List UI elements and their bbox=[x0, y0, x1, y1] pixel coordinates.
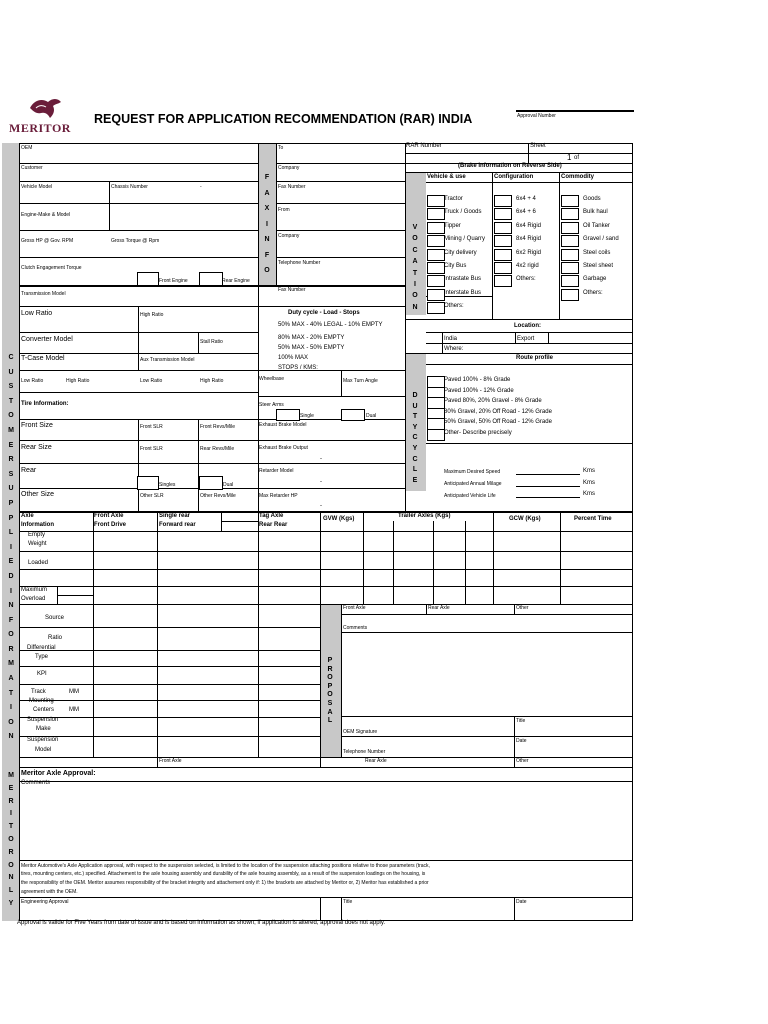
proposal-title-label: Title bbox=[516, 718, 526, 724]
duty-text-char: Y bbox=[412, 423, 418, 431]
low-ratio-label: Low Ratio bbox=[21, 310, 53, 317]
converter-model-label: Converter Model bbox=[21, 336, 73, 343]
vehicle-use-option-checkbox[interactable] bbox=[427, 289, 445, 301]
duty-text-char: Y bbox=[412, 444, 418, 452]
voc-text-char: V bbox=[412, 224, 418, 231]
empty-weight-label-1: Empty bbox=[28, 532, 46, 538]
duty-text-char: U bbox=[412, 402, 418, 410]
max-overload-label-1: Maximum bbox=[21, 587, 48, 593]
ratio-label: Ratio bbox=[48, 635, 63, 641]
cs-text-char: O bbox=[8, 718, 14, 726]
where-label: Where: bbox=[444, 346, 464, 352]
max-retarder-dash: - bbox=[320, 503, 322, 509]
percent-time-header: Percent Time bbox=[574, 516, 612, 522]
company-2-label: Company bbox=[278, 233, 300, 239]
other-revs-label: Other Revs/Mile bbox=[200, 493, 236, 499]
cs-text-char: D bbox=[8, 572, 14, 580]
cs-text-char: E bbox=[8, 441, 14, 449]
duty-text-char: D bbox=[412, 392, 418, 399]
disclaimer-line-2: tires, mounting centers, etc.) specified. Attachement to the axle housing assembly and durability of the axle housing assembly, as a result of the suspension loadings on the housing, is bbox=[21, 871, 426, 877]
route-option-label: 50% Gravel, 50% Off Road - 12% Grade bbox=[444, 419, 552, 426]
customer-supplied-label bbox=[6, 352, 16, 746]
clutch-label: Clutch Engagement Torque bbox=[21, 265, 82, 271]
singles-label: Singles bbox=[159, 482, 176, 488]
route-option-label: Other- Describe precisely bbox=[444, 430, 512, 436]
mo-text-char: O bbox=[8, 835, 14, 843]
wheelbase-label: Wheelbase bbox=[259, 376, 285, 382]
low-ratio-3-label: Low Ratio bbox=[140, 378, 163, 384]
commodity-option-label: Others: bbox=[583, 289, 603, 296]
axle-info-header-2: Information bbox=[21, 522, 54, 528]
vehicle-use-option-checkbox[interactable] bbox=[427, 262, 445, 274]
chassis-number-label: Chassis Number bbox=[111, 184, 148, 190]
gcw-header: GCW (Kgs) bbox=[509, 516, 541, 522]
proposal-label bbox=[325, 655, 335, 724]
loaded-label: Loaded bbox=[28, 560, 49, 566]
cs-text-char: U bbox=[8, 368, 14, 376]
cs-text-char: R bbox=[8, 456, 14, 464]
max-turn-label: Max Turn Angle bbox=[343, 378, 378, 384]
configuration-option-label: 6x2 Rigid bbox=[516, 249, 542, 256]
mo-text-char: O bbox=[8, 861, 14, 869]
cs-text-char: P bbox=[8, 514, 14, 522]
vehicle-use-option-checkbox[interactable] bbox=[427, 222, 445, 234]
mo-text-char: Y bbox=[8, 899, 14, 907]
tcase-model-label: T-Case Model bbox=[21, 355, 65, 362]
mo-text-char: T bbox=[8, 823, 14, 831]
vehicle-use-option-label: Interstate Bus bbox=[444, 289, 482, 296]
commodity-option-checkbox[interactable] bbox=[561, 235, 579, 247]
gross-torque-label: Gross Torque @ Rpm bbox=[111, 238, 160, 244]
front-size-label: Front Size bbox=[21, 422, 53, 429]
vehicle-use-option-checkbox[interactable] bbox=[427, 302, 445, 314]
vehicle-use-option-label: Tipper bbox=[444, 222, 461, 229]
vehicle-use-option-checkbox[interactable] bbox=[427, 275, 445, 287]
fax-text-char: A bbox=[264, 189, 270, 197]
export-option: Export bbox=[517, 336, 535, 342]
mounting-centers-label-1: Mounting bbox=[29, 698, 54, 704]
vehicle-use-option-checkbox[interactable] bbox=[427, 195, 445, 207]
suspension-model-label-2: Model bbox=[35, 747, 52, 753]
other-slr-label: Other SLR bbox=[140, 493, 164, 499]
approval-number-label: Approval Number bbox=[517, 113, 556, 119]
commodity-option-checkbox[interactable] bbox=[561, 208, 579, 220]
stall-ratio-label: Stall Ratio bbox=[200, 339, 223, 345]
brake-info-note: (Brake Information on Reverse Side) bbox=[458, 163, 562, 169]
vehicle-use-header: Vehicle & use bbox=[427, 174, 466, 180]
sheet-value: 1 bbox=[567, 153, 572, 162]
commodity-option-checkbox[interactable] bbox=[561, 275, 579, 287]
oem-label: OEM bbox=[21, 145, 33, 151]
commodity-option-label: Garbage bbox=[583, 276, 607, 283]
sheet-label: Sheet bbox=[530, 143, 546, 149]
mounting-centers-unit: MM bbox=[69, 707, 79, 713]
from-label: From bbox=[278, 207, 290, 213]
approval-number-line bbox=[516, 110, 634, 112]
exhaust-dash: - bbox=[320, 456, 322, 462]
chassis-dash: - bbox=[200, 184, 202, 190]
stops-label: STOPS / KMS: bbox=[278, 365, 318, 371]
mo-text-char: E bbox=[8, 784, 14, 792]
cs-text-char: A bbox=[8, 675, 14, 683]
vehicle-life-input-line[interactable] bbox=[516, 497, 580, 498]
configuration-option-label: 8x4 Rigid bbox=[516, 236, 542, 243]
annual-mileage-unit: Kms bbox=[583, 480, 595, 486]
dual-label: Dual bbox=[223, 482, 234, 488]
max-retarder-label: Max Retarder HP bbox=[259, 493, 298, 499]
route-option-label: Paved 80%, 20% Gravel - 8% Grade bbox=[444, 398, 542, 405]
cs-text-char: E bbox=[8, 558, 14, 566]
annual-mileage-input-line[interactable] bbox=[516, 486, 580, 487]
commodity-option-label: Bulk haul bbox=[583, 209, 608, 216]
fax-text-char: O bbox=[264, 267, 270, 274]
single-rear-header-2: Forward rear bbox=[159, 522, 196, 528]
vehicle-use-option-checkbox[interactable] bbox=[427, 235, 445, 247]
page-title: REQUEST FOR APPLICATION RECOMMENDATION (RAR) INDIA bbox=[94, 112, 473, 126]
configuration-option-checkbox[interactable] bbox=[494, 208, 512, 220]
load-option-3: 50% MAX - 50% EMPTY bbox=[278, 345, 345, 351]
cs-text-char: N bbox=[8, 602, 14, 610]
max-speed-label: Maximum Desired Speed bbox=[444, 469, 501, 475]
front-slr-label: Front SLR bbox=[140, 424, 163, 430]
high-ratio-3-label: High Ratio bbox=[200, 378, 224, 384]
rear-engine-label: Rear Engine bbox=[222, 278, 250, 284]
cs-text-char: O bbox=[8, 412, 14, 420]
commodity-option-checkbox[interactable] bbox=[561, 249, 579, 261]
other-size-label: Other Size bbox=[21, 491, 55, 498]
vehicle-use-option-label: Intrastate Bus bbox=[444, 276, 482, 283]
empty-weight-label-2: Weight bbox=[28, 541, 47, 547]
fax-number-label: Fax Number bbox=[278, 184, 306, 190]
meritor-title-label: Title bbox=[343, 899, 353, 905]
disclaimer-line-4: agreement with the OEM. bbox=[21, 889, 78, 895]
prop-text-char: S bbox=[327, 699, 333, 707]
configuration-option-label: Others: bbox=[516, 276, 536, 283]
cs-text-char: I bbox=[10, 543, 12, 551]
cs-text-char: M bbox=[8, 660, 14, 668]
to-label: To bbox=[278, 145, 284, 151]
mo-text-char: I bbox=[10, 810, 12, 818]
commodity-option-checkbox[interactable] bbox=[561, 262, 579, 274]
duty-text-char: L bbox=[412, 466, 418, 474]
fax-text-char: N bbox=[264, 236, 270, 243]
engine-label: Engine-Make & Model bbox=[21, 212, 71, 218]
sheet-of: of bbox=[574, 155, 580, 161]
cs-text-char: C bbox=[8, 354, 14, 361]
suspension-model-label-1: Suspension bbox=[27, 737, 59, 743]
meritor-only-label bbox=[6, 770, 16, 911]
route-option-label: Paved 100% - 12% Grade bbox=[444, 387, 514, 394]
exhaust-output-label: Exhaust Brake Output bbox=[259, 445, 308, 451]
configuration-option-checkbox[interactable] bbox=[494, 249, 512, 261]
cs-text-char: S bbox=[8, 383, 14, 391]
vehicle-use-option-checkbox[interactable] bbox=[427, 208, 445, 220]
trailer-axles-header: Trailer Axles (Kgs) bbox=[398, 513, 451, 519]
proposal-front-axle-label: Front Axle bbox=[343, 605, 366, 611]
duty-text-char: E bbox=[412, 476, 418, 484]
track-label: Track bbox=[31, 689, 46, 695]
tag-axle-header-2: Rear Rear bbox=[259, 522, 288, 528]
configuration-option-label: 6x4 Rigid bbox=[516, 222, 542, 229]
voc-text-char: T bbox=[412, 269, 418, 277]
prop-text-char: O bbox=[327, 674, 333, 682]
meritor-bull-icon bbox=[28, 96, 62, 120]
commodity-option-label: Goods bbox=[583, 196, 601, 202]
duty-cycle-label bbox=[410, 390, 420, 485]
cs-text-char: F bbox=[8, 616, 14, 624]
high-ratio-label: High Ratio bbox=[140, 312, 164, 318]
cs-text-char: M bbox=[8, 426, 14, 434]
transmission-label: Transmission Model bbox=[21, 291, 66, 297]
differential-type-label-2: Type bbox=[35, 654, 49, 660]
prop-text-char: A bbox=[327, 708, 333, 716]
duty-text-char: C bbox=[412, 455, 418, 463]
tag-axle-header-1: Tag Axle bbox=[259, 513, 284, 519]
prop-text-char: L bbox=[327, 717, 333, 725]
company-label: Company bbox=[278, 165, 300, 171]
vocation-label bbox=[410, 222, 420, 313]
cs-text-char: R bbox=[8, 645, 14, 653]
disclaimer-line-1: Meritor Automotive's Axle Application approval, with respect to the suspension selected, is limited to the location of the suspension attaching positions relative to those parameters (track, bbox=[21, 863, 430, 869]
configuration-option-checkbox[interactable] bbox=[494, 195, 512, 207]
proposal-date-label: Date bbox=[516, 738, 527, 744]
load-option-4: 100% MAX bbox=[278, 355, 309, 361]
max-overload-label-2: Overload bbox=[21, 596, 46, 602]
mo-text-char: N bbox=[8, 874, 14, 882]
gvw-header: GVW (Kgs) bbox=[323, 516, 355, 522]
vehicle-use-option-label: City delivery bbox=[444, 249, 477, 256]
load-option-1: 50% MAX - 40% LEGAL - 10% EMPTY bbox=[278, 322, 383, 328]
voc-text-char: N bbox=[412, 303, 418, 311]
cs-text-char: T bbox=[8, 397, 14, 405]
commodity-option-label: Oil Tanker bbox=[583, 222, 610, 229]
location-label: Location: bbox=[514, 323, 541, 329]
mounting-centers-label-2: Centers bbox=[33, 707, 55, 713]
brand-name: MERITOR bbox=[9, 121, 71, 135]
vehicle-use-option-label: Others: bbox=[444, 303, 464, 310]
configuration-option-label: 4x2 rigid bbox=[516, 263, 539, 269]
gross-hp-label: Gross HP @ Gov. RPM bbox=[21, 238, 74, 244]
fax-text-char: X bbox=[264, 205, 270, 212]
route-option-label: 80% Gravel, 20% Off Road - 12% Grade bbox=[444, 408, 552, 415]
footer-other-label: Other bbox=[516, 758, 529, 764]
tire-info-label: Tire Information: bbox=[21, 401, 69, 407]
suspension-make-label-1: Suspension bbox=[27, 717, 59, 723]
mo-text-char: M bbox=[8, 772, 14, 779]
footer-front-axle-label: Front Axle bbox=[159, 758, 182, 764]
engineering-approval-label: Engineering Approval bbox=[21, 899, 69, 905]
steer-dual-label: Dual bbox=[366, 413, 377, 419]
meritor-comments-label: Comments bbox=[21, 780, 51, 786]
commodity-header: Commodity bbox=[561, 174, 594, 180]
proposal-rear-axle-label: Rear Axle bbox=[428, 605, 450, 611]
cs-text-char: O bbox=[8, 631, 14, 639]
duty-cycle-load-title: Duty cycle - Load - Stops bbox=[288, 310, 360, 316]
fax-number-2-label: Fax Number bbox=[278, 287, 306, 293]
cs-text-char: T bbox=[8, 689, 14, 697]
singles-checkbox[interactable] bbox=[137, 476, 159, 490]
proposal-comments-label: Comments bbox=[343, 625, 368, 631]
cs-text-char: U bbox=[8, 485, 14, 493]
voc-text-char: I bbox=[414, 280, 416, 288]
load-option-2: 80% MAX - 20% EMPTY bbox=[278, 335, 345, 341]
configuration-option-label: 6x4 + 6 bbox=[516, 209, 536, 216]
source-label: Source bbox=[45, 615, 65, 621]
prop-text-char: O bbox=[327, 691, 333, 699]
commodity-option-checkbox[interactable] bbox=[561, 195, 579, 207]
retarder-dash: - bbox=[320, 479, 322, 485]
single-rear-header-1: Single rear bbox=[159, 513, 191, 519]
vehicle-model-label: Vehicle Model bbox=[21, 184, 53, 190]
voc-text-char: O bbox=[412, 292, 418, 300]
disclaimer-line-3: the responsibility of the OEM. Meritor assumes responsibility of the bracket integrity and attachement only if: 1) the brackets are attached by Meritor or, 2) Meritor has established a prior bbox=[21, 880, 429, 886]
fax-text-char: I bbox=[266, 220, 268, 228]
commodity-option-label: Gravel / sand bbox=[583, 236, 619, 243]
steer-arms-label: Steer Arms bbox=[259, 402, 284, 408]
route-profile-header: Route profile bbox=[516, 355, 553, 361]
vehicle-use-option-label: Mining / Quarry bbox=[444, 236, 486, 243]
meritor-date-label: Date bbox=[516, 899, 527, 905]
dual-checkbox[interactable] bbox=[199, 476, 223, 490]
rar-number-label: RAR Number bbox=[406, 143, 442, 149]
max-speed-unit: Kms bbox=[583, 468, 595, 474]
voc-text-char: O bbox=[412, 235, 418, 243]
differential-type-label-1: Differential bbox=[27, 645, 56, 651]
commodity-option-label: Steel coils bbox=[583, 249, 611, 256]
duty-text-char: T bbox=[412, 413, 418, 421]
front-slr-2-label: Front SLR bbox=[140, 446, 163, 452]
track-unit: MM bbox=[69, 689, 79, 695]
retarder-model-label: Retarder Model bbox=[259, 468, 294, 474]
steer-dual-checkbox[interactable] bbox=[341, 409, 365, 421]
mo-text-char: R bbox=[8, 848, 14, 856]
route-option-label: Paved 100% - 8% Grade bbox=[444, 377, 511, 383]
prop-text-char: P bbox=[327, 682, 333, 690]
customer-label: Customer bbox=[21, 165, 43, 171]
proposal-telephone-label: Telephone Number bbox=[343, 749, 386, 755]
vehicle-life-unit: Kms bbox=[583, 491, 595, 497]
front-axle-header-1: Front Axle bbox=[94, 513, 124, 519]
annual-mileage-label: Anticipated Annual Milage bbox=[444, 481, 502, 487]
configuration-option-checkbox[interactable] bbox=[494, 275, 512, 287]
mo-text-char: R bbox=[8, 797, 14, 805]
vehicle-use-option-label: City Bus bbox=[444, 263, 467, 269]
cs-text-char: S bbox=[8, 470, 14, 478]
prop-text-char: P bbox=[327, 657, 333, 664]
validity-footer: Approval is valide for Five Years from date of issue and is based on information as shown, if application is altered, approval does not apply. bbox=[17, 920, 386, 926]
front-axle-header-2: Front Drive bbox=[94, 522, 127, 528]
configuration-header: Configuration bbox=[494, 174, 534, 180]
rear-engine-checkbox[interactable] bbox=[199, 272, 223, 286]
steer-single-label: Single bbox=[300, 413, 314, 419]
voc-text-char: A bbox=[412, 258, 418, 266]
commodity-option-label: Steel sheet bbox=[583, 263, 614, 269]
suspension-make-label-2: Make bbox=[36, 726, 51, 732]
proposal-other-label: Other bbox=[516, 605, 529, 611]
commodity-option-checkbox[interactable] bbox=[561, 222, 579, 234]
kpi-label: KPI bbox=[37, 671, 47, 677]
oem-signature-label: OEM Signature bbox=[343, 729, 378, 735]
commodity-option-checkbox[interactable] bbox=[561, 289, 579, 301]
vehicle-use-option-label: Truck / Goods bbox=[444, 209, 482, 216]
configuration-option-checkbox[interactable] bbox=[494, 262, 512, 274]
high-ratio-2-label: High Ratio bbox=[66, 378, 90, 384]
telephone-label: Telephone Number bbox=[278, 260, 321, 266]
configuration-option-checkbox[interactable] bbox=[494, 222, 512, 234]
cs-text-char: N bbox=[8, 733, 14, 741]
exhaust-model-label: Exhaust Brake Model bbox=[259, 422, 307, 428]
vehicle-life-label: Anticipated Vehicle Life bbox=[444, 493, 496, 499]
rear-size-label: Rear Size bbox=[21, 444, 52, 451]
meritor-axle-approval-label: Meritor Axle Approval: bbox=[21, 770, 96, 777]
front-engine-label: Front Engine bbox=[159, 278, 188, 284]
prop-text-char: R bbox=[327, 665, 333, 673]
aux-transmission-label: Aux Transmission Model bbox=[140, 357, 195, 363]
axle-info-header-1: Axle bbox=[21, 513, 34, 519]
fax-info-label bbox=[262, 172, 272, 281]
india-option: India bbox=[444, 336, 458, 342]
vehicle-use-option-label: Tractor bbox=[444, 196, 463, 202]
cs-text-char: I bbox=[10, 704, 12, 712]
cs-text-char: P bbox=[8, 499, 14, 507]
voc-text-char: C bbox=[412, 246, 418, 254]
rear-revs-label: Rear Revs/Mile bbox=[200, 446, 235, 452]
configuration-option-checkbox[interactable] bbox=[494, 235, 512, 247]
route-option-checkbox[interactable] bbox=[427, 429, 445, 441]
mo-text-char: L bbox=[8, 887, 14, 895]
steer-single-checkbox[interactable] bbox=[276, 409, 300, 421]
low-ratio-2-label: Low Ratio bbox=[21, 378, 44, 384]
duty-text-char: C bbox=[412, 434, 418, 442]
front-revs-label: Front Revs/Mile bbox=[200, 424, 236, 430]
fax-text-char: F bbox=[264, 174, 270, 181]
rear-label: Rear bbox=[21, 467, 37, 474]
cs-text-char: L bbox=[8, 529, 14, 537]
front-engine-checkbox[interactable] bbox=[137, 272, 159, 286]
footer-rear-axle-label: Rear Axle bbox=[365, 758, 387, 764]
configuration-option-label: 6x4 + 4 bbox=[516, 196, 536, 202]
vehicle-use-option-checkbox[interactable] bbox=[427, 249, 445, 261]
fax-text-char: F bbox=[264, 251, 270, 259]
cs-text-char: I bbox=[10, 587, 12, 595]
max-speed-input-line[interactable] bbox=[516, 474, 580, 475]
